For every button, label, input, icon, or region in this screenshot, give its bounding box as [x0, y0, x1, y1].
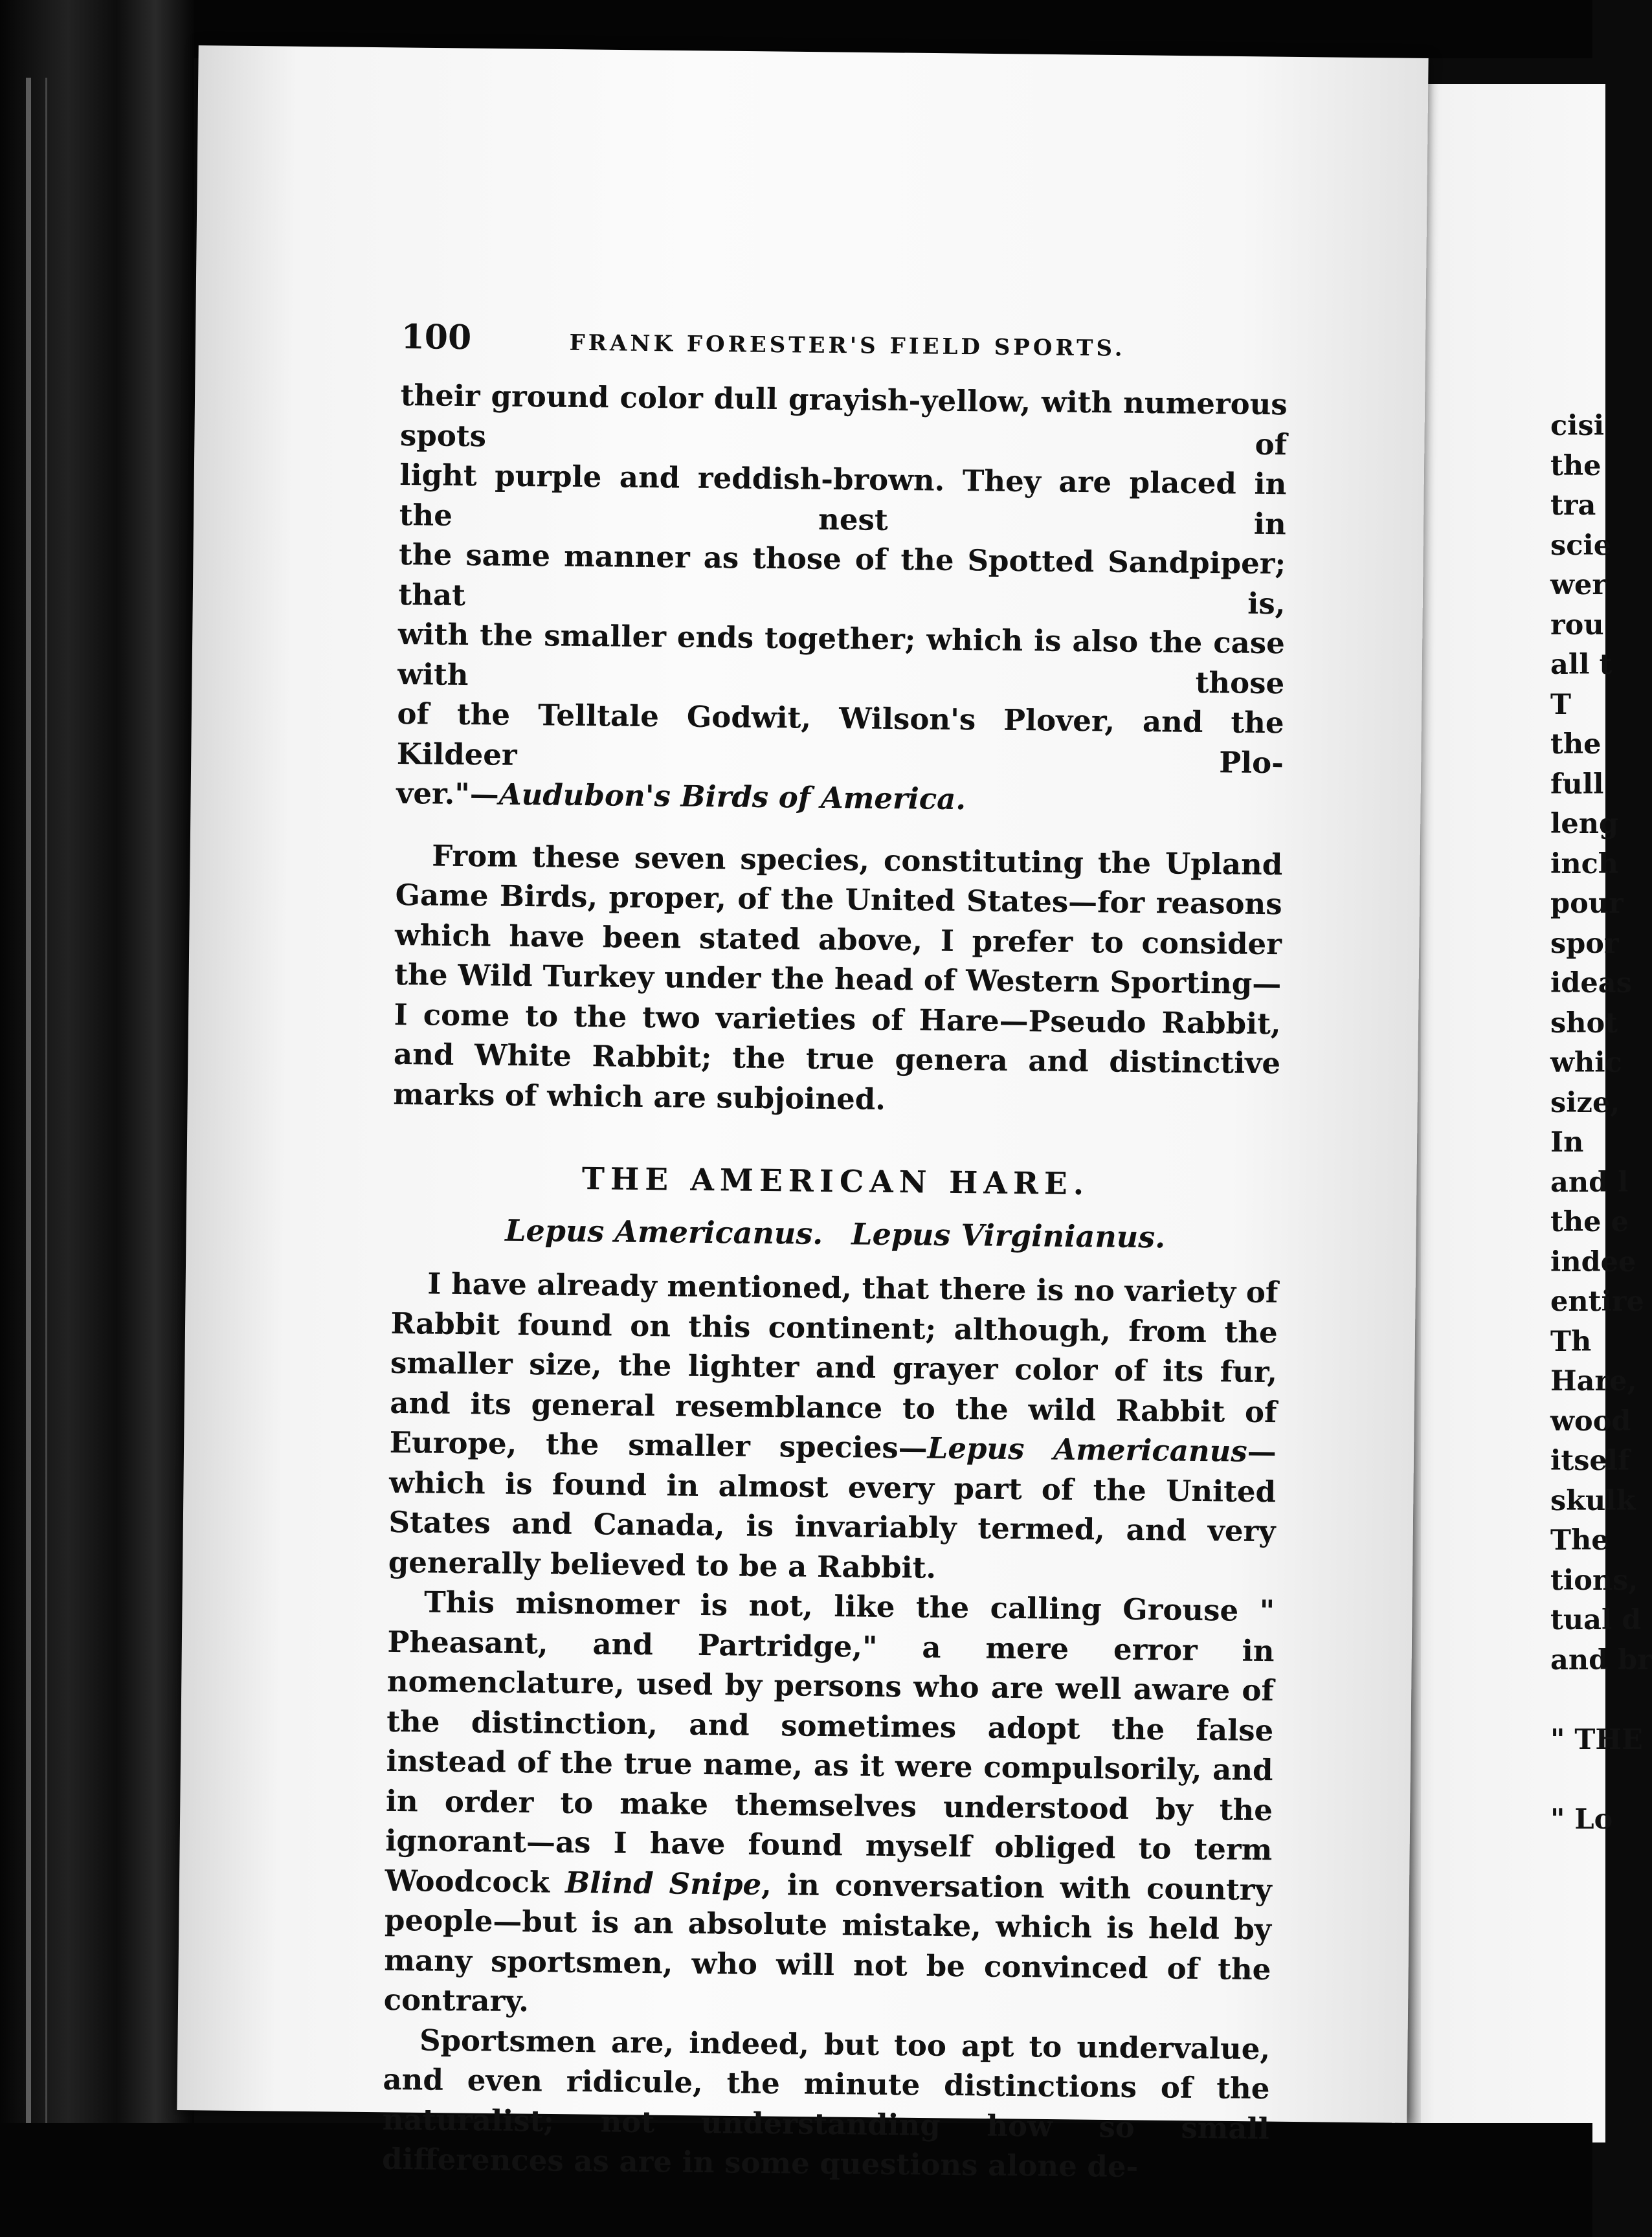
adjacent-page-fragment: full [1550, 768, 1604, 801]
adjacent-page-fragment: the e [1550, 1206, 1629, 1238]
latin-names [392, 1212, 1278, 1256]
adjacent-page-fragment: all t [1550, 649, 1613, 681]
paragraph-continued [396, 375, 1288, 823]
adjacent-page-fragment: In [1550, 1126, 1584, 1159]
adjacent-page-fragment: leng [1550, 808, 1619, 840]
adjacent-page-fragment: wer [1550, 569, 1607, 601]
adjacent-page-fragment: whic [1550, 1047, 1622, 1079]
adjacent-page-fragment: and l [1550, 1166, 1629, 1199]
adjacent-page-fragment: " THE [1550, 1723, 1643, 1756]
paragraph [383, 1582, 1275, 2029]
adjacent-page-fragment: Hare, [1550, 1365, 1637, 1397]
adjacent-page-fragment: T [1550, 688, 1571, 721]
adjacent-page-fragment: itself [1550, 1445, 1630, 1477]
adjacent-page-fragment: tions, [1550, 1564, 1638, 1597]
adjacent-page-fragment: and br [1550, 1643, 1652, 1676]
text-line: light purple and reddish-brown. They are placed in the nest in [399, 457, 1287, 541]
adjacent-page-fragment: ideas [1550, 967, 1632, 999]
page-number: 100 [401, 317, 472, 358]
adjacent-page-fragment: Th [1550, 1325, 1592, 1358]
latin-name: Lepus Virginianus. [851, 1216, 1166, 1255]
running-title: FRANK FORESTER'S FIELD SPORTS. [569, 329, 1126, 362]
paragraph [388, 1263, 1278, 1591]
adjacent-page-fragment: " Lo [1550, 1803, 1613, 1836]
adjacent-page-fragment: spor [1550, 927, 1619, 960]
italic-term: Lepus Americanus [927, 1430, 1247, 1469]
adjacent-page-fragment: tual d [1550, 1604, 1642, 1636]
adjacent-page-fragment: tra [1550, 489, 1596, 522]
adjacent-page-fragment [1550, 1760, 1609, 1800]
section-title: THE AMERICAN HARE. [581, 1161, 1090, 1203]
adjacent-page-fragment: rou [1550, 608, 1604, 641]
text-run: This misnomer is not, like the calling Grouse " Pheasant, and Partridge," a mere error in nomenclature, used by persons who are well aware of the distinction, and sometimes adopt the false instead of the true name, as it were compulsorily, and in order to make themselves understood by the ignorant—as I have found myself obliged to term Woodcock [385, 1585, 1275, 1900]
adjacent-page-fragment: scie [1550, 529, 1612, 562]
adjacent-page-fragment [1550, 1680, 1609, 1720]
adjacent-page-fragment: entire [1550, 1285, 1644, 1318]
adjacent-page-fragment: the [1550, 449, 1602, 482]
adjacent-page-fragment: The [1550, 1524, 1609, 1557]
paragraph: From these seven species, constituting the Upland Game Birds, proper, of the United States—for reasons which have been stated above, I prefer to consider the Wild Turkey under the head of Western Sporting—I come to the two varieties of Hare—Pseudo Rabbit, and White Rabbit; the true genera and distinctive marks of which are subjoined. [393, 838, 1283, 1117]
text-run: —which is found in almost every part of the United States and Canada, is invariably termed, and very generally believed to be a Rabbit. [388, 1434, 1277, 1585]
adjacent-page-fragment: cisi [1550, 410, 1605, 442]
adjacent-page-fragment: inch [1550, 847, 1619, 880]
running-head [401, 317, 1288, 384]
quote-end: ver."— [396, 775, 500, 812]
adjacent-page-fragment: wood [1550, 1405, 1631, 1438]
scan-streak [45, 78, 47, 2149]
text-line: the same manner as those of the Spotted Sandpiper; that is, [398, 537, 1286, 621]
adjacent-page-fragment: shot [1550, 1007, 1618, 1040]
adjacent-page-fragment: skulk [1550, 1484, 1636, 1517]
adjacent-page-fragment: the [1550, 728, 1602, 761]
adjacent-page-text [1550, 406, 1652, 1840]
text-line: of the Telltale Godwit, Wilson's Plover, and the Kildeer Plo- [396, 696, 1284, 780]
adjacent-page-fragment: size, [1550, 1086, 1620, 1119]
latin-name: Lepus Americanus. [504, 1212, 823, 1251]
text-run: , in conversation with country people—but is an absolute mistake, which is held by many sportsmen, who will not be convinced of the contrary. [383, 1867, 1272, 2019]
text-line: with the smaller ends together; which is also the case with those [397, 616, 1286, 700]
adjacent-page-fragment: pour [1550, 887, 1624, 920]
page-text [382, 317, 1288, 2188]
citation: Audubon's Birds of America. [498, 777, 966, 817]
adjacent-page-fragment: indee [1550, 1245, 1636, 1278]
italic-term: Blind Snipe [564, 1865, 762, 1902]
text-run: I have already mentioned, that there is no variety of Rabbit found on this continent; although, from the smaller size, the lighter and grayer color of its fur, and its general resemblance to the wild Rabbit of Europe, the smaller species— [389, 1266, 1278, 1465]
text-line: their ground color dull grayish-yellow, with numerous spots of [399, 377, 1288, 462]
paragraph: Sportsmen are, indeed, but too apt to undervalue, and even ridicule, the minute distinctions of the naturalist; not understanding how so small differences as are in some questions alone de- [381, 2022, 1271, 2185]
scan-streak [26, 78, 31, 2149]
